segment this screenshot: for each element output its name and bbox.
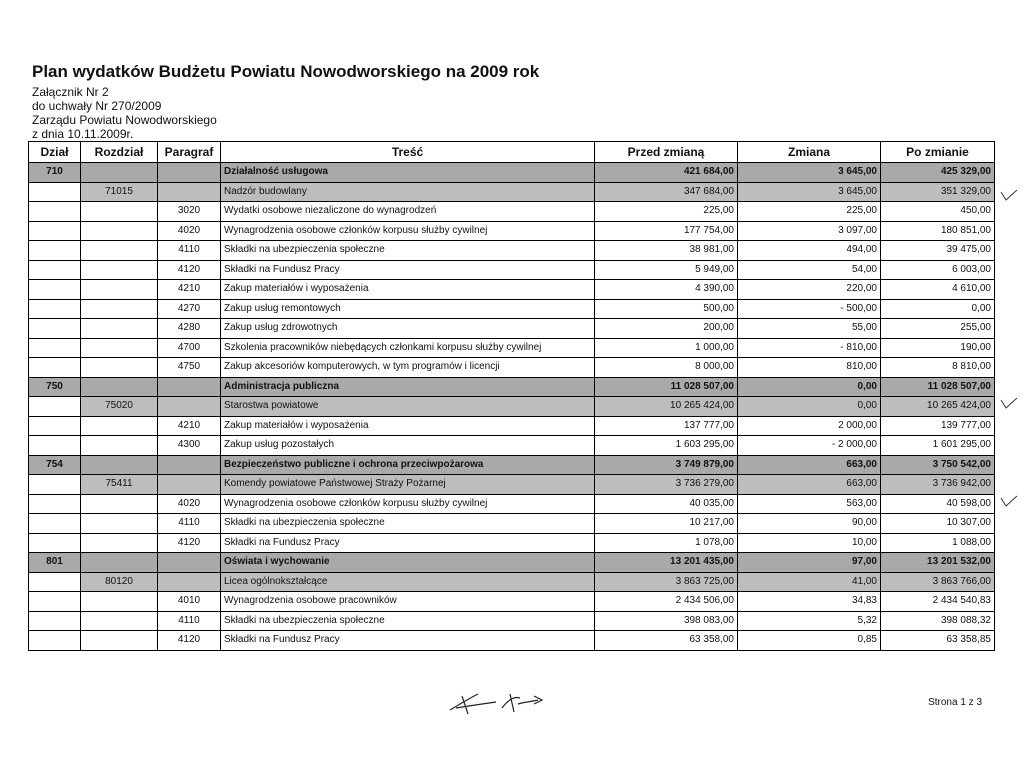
cell-po-zmianie: 190,00 [881,338,995,358]
cell-przed-zmiana: 38 981,00 [595,241,738,261]
table-row [29,221,995,241]
subtitle-line-2: do uchwały Nr 270/2009 [32,99,162,113]
cell-po-zmianie: 255,00 [881,319,995,339]
cell-dzial [29,202,81,222]
cell-rozdzial [81,494,158,514]
cell-dzial [29,319,81,339]
cell-rozdzial [81,280,158,300]
table-row [29,163,995,183]
cell-zmiana: 494,00 [738,241,881,261]
cell-tresc: Starostwa powiatowe [221,397,595,417]
table-row [29,319,995,339]
cell-dzial [29,572,81,592]
table-row [29,397,995,417]
cell-zmiana: 3 645,00 [738,182,881,202]
header-tresc: Treść [221,142,595,163]
cell-zmiana: 563,00 [738,494,881,514]
table-row [29,611,995,631]
cell-przed-zmiana: 40 035,00 [595,494,738,514]
cell-paragraf [158,182,221,202]
cell-tresc: Zakup akcesoriów komputerowych, w tym programów i licencji [221,358,595,378]
cell-rozdzial [81,241,158,261]
cell-po-zmianie: 39 475,00 [881,241,995,261]
cell-rozdzial [81,163,158,183]
cell-tresc: Komendy powiatowe Państwowej Straży Pożarnej [221,475,595,495]
handwritten-signature-icon [448,690,558,716]
header-paragraf: Paragraf [158,142,221,163]
cell-przed-zmiana: 3 863 725,00 [595,572,738,592]
subtitle-line-1: Załącznik Nr 2 [32,85,109,99]
cell-tresc: Składki na ubezpieczenia społeczne [221,241,595,261]
cell-paragraf: 4010 [158,592,221,612]
cell-dzial [29,475,81,495]
cell-zmiana: 97,00 [738,553,881,573]
cell-po-zmianie: 8 810,00 [881,358,995,378]
cell-przed-zmiana: 11 028 507,00 [595,377,738,397]
table-row [29,631,995,651]
cell-zmiana: 54,00 [738,260,881,280]
cell-po-zmianie: 10 265 424,00 [881,397,995,417]
cell-zmiana: 810,00 [738,358,881,378]
table-row [29,436,995,456]
cell-przed-zmiana: 4 390,00 [595,280,738,300]
table-row [29,514,995,534]
cell-paragraf: 4110 [158,611,221,631]
cell-przed-zmiana: 225,00 [595,202,738,222]
cell-dzial [29,221,81,241]
page-number: Strona 1 z 3 [928,697,982,708]
cell-tresc: Składki na ubezpieczenia społeczne [221,611,595,631]
cell-paragraf [158,455,221,475]
cell-przed-zmiana: 347 684,00 [595,182,738,202]
cell-po-zmianie: 425 329,00 [881,163,995,183]
cell-dzial [29,260,81,280]
cell-dzial [29,241,81,261]
cell-tresc: Składki na ubezpieczenia społeczne [221,514,595,534]
cell-tresc: Zakup materiałów i wyposażenia [221,280,595,300]
table-row [29,358,995,378]
cell-paragraf: 4120 [158,260,221,280]
table-row [29,260,995,280]
cell-zmiana: - 2 000,00 [738,436,881,456]
cell-tresc: Administracja publiczna [221,377,595,397]
cell-przed-zmiana: 3 736 279,00 [595,475,738,495]
cell-przed-zmiana: 137 777,00 [595,416,738,436]
budget-table [28,141,995,651]
cell-przed-zmiana: 10 265 424,00 [595,397,738,417]
cell-przed-zmiana: 500,00 [595,299,738,319]
cell-po-zmianie: 1 601 295,00 [881,436,995,456]
cell-po-zmianie: 6 003,00 [881,260,995,280]
cell-tresc: Wynagrodzenia osobowe członków korpusu służby cywilnej [221,494,595,514]
table-row [29,338,995,358]
cell-dzial [29,611,81,631]
cell-po-zmianie: 398 088,32 [881,611,995,631]
cell-przed-zmiana: 2 434 506,00 [595,592,738,612]
cell-zmiana: - 810,00 [738,338,881,358]
cell-tresc: Wynagrodzenia osobowe pracowników [221,592,595,612]
table-row [29,280,995,300]
header-przed-zmiana: Przed zmianą [595,142,738,163]
cell-przed-zmiana: 8 000,00 [595,358,738,378]
cell-zmiana: 220,00 [738,280,881,300]
cell-paragraf [158,572,221,592]
cell-po-zmianie: 3 750 542,00 [881,455,995,475]
cell-zmiana: 34,83 [738,592,881,612]
cell-rozdzial [81,377,158,397]
cell-paragraf: 4120 [158,631,221,651]
document-title: Plan wydatków Budżetu Powiatu Nowodworskiego na 2009 rok [32,62,540,81]
cell-dzial [29,533,81,553]
cell-rozdzial [81,202,158,222]
header-dzial: Dział [29,142,81,163]
cell-dzial: 710 [29,163,81,183]
cell-po-zmianie: 180 851,00 [881,221,995,241]
cell-paragraf: 4020 [158,221,221,241]
cell-tresc: Zakup materiałów i wyposażenia [221,416,595,436]
cell-rozdzial [81,299,158,319]
cell-po-zmianie: 1 088,00 [881,533,995,553]
cell-zmiana: 3 645,00 [738,163,881,183]
cell-zmiana: 55,00 [738,319,881,339]
cell-paragraf: 4300 [158,436,221,456]
cell-rozdzial [81,514,158,534]
cell-przed-zmiana: 398 083,00 [595,611,738,631]
table-row [29,182,995,202]
cell-przed-zmiana: 1 603 295,00 [595,436,738,456]
cell-po-zmianie: 11 028 507,00 [881,377,995,397]
subtitle-line-4: z dnia 10.11.2009r. [32,127,134,141]
table-row [29,416,995,436]
cell-zmiana: 3 097,00 [738,221,881,241]
cell-dzial [29,514,81,534]
cell-przed-zmiana: 421 684,00 [595,163,738,183]
cell-dzial [29,299,81,319]
cell-paragraf: 4210 [158,416,221,436]
cell-przed-zmiana: 3 749 879,00 [595,455,738,475]
cell-zmiana: 663,00 [738,455,881,475]
cell-dzial [29,494,81,514]
cell-rozdzial [81,611,158,631]
cell-przed-zmiana: 177 754,00 [595,221,738,241]
cell-rozdzial [81,436,158,456]
cell-po-zmianie: 63 358,85 [881,631,995,651]
cell-dzial [29,280,81,300]
cell-zmiana: 0,00 [738,397,881,417]
cell-przed-zmiana: 5 949,00 [595,260,738,280]
cell-zmiana: 0,00 [738,377,881,397]
cell-po-zmianie: 2 434 540,83 [881,592,995,612]
header-zmiana: Zmiana [738,142,881,163]
cell-zmiana: 10,00 [738,533,881,553]
cell-paragraf: 4110 [158,241,221,261]
cell-zmiana: - 500,00 [738,299,881,319]
cell-dzial [29,397,81,417]
table-row [29,592,995,612]
table-row [29,299,995,319]
cell-rozdzial [81,221,158,241]
cell-zmiana: 5,32 [738,611,881,631]
cell-rozdzial [81,416,158,436]
cell-tresc: Zakup usług pozostałych [221,436,595,456]
cell-dzial [29,182,81,202]
cell-rozdzial [81,455,158,475]
cell-dzial: 754 [29,455,81,475]
table-header-row [29,142,995,163]
cell-po-zmianie: 10 307,00 [881,514,995,534]
cell-paragraf [158,377,221,397]
table-row [29,377,995,397]
cell-rozdzial [81,319,158,339]
cell-zmiana: 663,00 [738,475,881,495]
cell-dzial [29,416,81,436]
cell-dzial [29,631,81,651]
cell-tresc: Szkolenia pracowników niebędących członkami korpusu służby cywilnej [221,338,595,358]
table-row [29,572,995,592]
table-row [29,241,995,261]
cell-rozdzial: 80120 [81,572,158,592]
cell-zmiana: 0,85 [738,631,881,651]
cell-tresc: Zakup usług remontowych [221,299,595,319]
cell-rozdzial [81,553,158,573]
cell-paragraf: 4280 [158,319,221,339]
cell-rozdzial [81,358,158,378]
cell-przed-zmiana: 1 078,00 [595,533,738,553]
table-row [29,533,995,553]
cell-rozdzial [81,533,158,553]
cell-paragraf [158,163,221,183]
table-body [29,163,995,651]
table-row [29,202,995,222]
cell-paragraf: 4750 [158,358,221,378]
cell-dzial [29,338,81,358]
cell-przed-zmiana: 13 201 435,00 [595,553,738,573]
header-po-zmianie: Po zmianie [881,142,995,163]
cell-rozdzial [81,260,158,280]
cell-zmiana: 41,00 [738,572,881,592]
checkmark-icon [1000,188,1018,202]
cell-po-zmianie: 0,00 [881,299,995,319]
header-rozdzial: Rozdział [81,142,158,163]
cell-po-zmianie: 40 598,00 [881,494,995,514]
cell-paragraf: 3020 [158,202,221,222]
cell-tresc: Nadzór budowlany [221,182,595,202]
cell-paragraf [158,475,221,495]
cell-po-zmianie: 4 610,00 [881,280,995,300]
cell-tresc: Składki na Fundusz Pracy [221,260,595,280]
cell-dzial [29,358,81,378]
cell-paragraf: 4110 [158,514,221,534]
table-row [29,455,995,475]
cell-po-zmianie: 3 863 766,00 [881,572,995,592]
table-row [29,475,995,495]
checkmark-icon [1000,494,1018,508]
cell-paragraf: 4270 [158,299,221,319]
cell-rozdzial: 75020 [81,397,158,417]
subtitle-line-3: Zarządu Powiatu Nowodworskiego [32,113,217,127]
cell-przed-zmiana: 200,00 [595,319,738,339]
cell-paragraf: 4120 [158,533,221,553]
cell-zmiana: 90,00 [738,514,881,534]
cell-przed-zmiana: 63 358,00 [595,631,738,651]
cell-przed-zmiana: 1 000,00 [595,338,738,358]
cell-paragraf: 4700 [158,338,221,358]
cell-paragraf: 4020 [158,494,221,514]
cell-tresc: Działalność usługowa [221,163,595,183]
table-row [29,494,995,514]
cell-po-zmianie: 450,00 [881,202,995,222]
cell-tresc: Licea ogólnokształcące [221,572,595,592]
cell-paragraf [158,397,221,417]
cell-tresc: Oświata i wychowanie [221,553,595,573]
cell-tresc: Wydatki osobowe niezaliczone do wynagrodzeń [221,202,595,222]
cell-rozdzial [81,338,158,358]
cell-dzial: 801 [29,553,81,573]
cell-dzial [29,436,81,456]
cell-tresc: Składki na Fundusz Pracy [221,533,595,553]
cell-zmiana: 225,00 [738,202,881,222]
cell-rozdzial [81,631,158,651]
cell-tresc: Bezpieczeństwo publiczne i ochrona przeciwpożarowa [221,455,595,475]
cell-tresc: Składki na Fundusz Pracy [221,631,595,651]
cell-paragraf: 4210 [158,280,221,300]
cell-rozdzial [81,592,158,612]
cell-po-zmianie: 351 329,00 [881,182,995,202]
cell-dzial [29,592,81,612]
cell-zmiana: 2 000,00 [738,416,881,436]
table-row [29,553,995,573]
cell-paragraf [158,553,221,573]
cell-rozdzial: 75411 [81,475,158,495]
cell-przed-zmiana: 10 217,00 [595,514,738,534]
cell-po-zmianie: 139 777,00 [881,416,995,436]
cell-dzial: 750 [29,377,81,397]
cell-po-zmianie: 3 736 942,00 [881,475,995,495]
cell-tresc: Zakup usług zdrowotnych [221,319,595,339]
cell-rozdzial: 71015 [81,182,158,202]
checkmark-icon [1000,396,1018,410]
cell-po-zmianie: 13 201 532,00 [881,553,995,573]
cell-tresc: Wynagrodzenia osobowe członków korpusu służby cywilnej [221,221,595,241]
